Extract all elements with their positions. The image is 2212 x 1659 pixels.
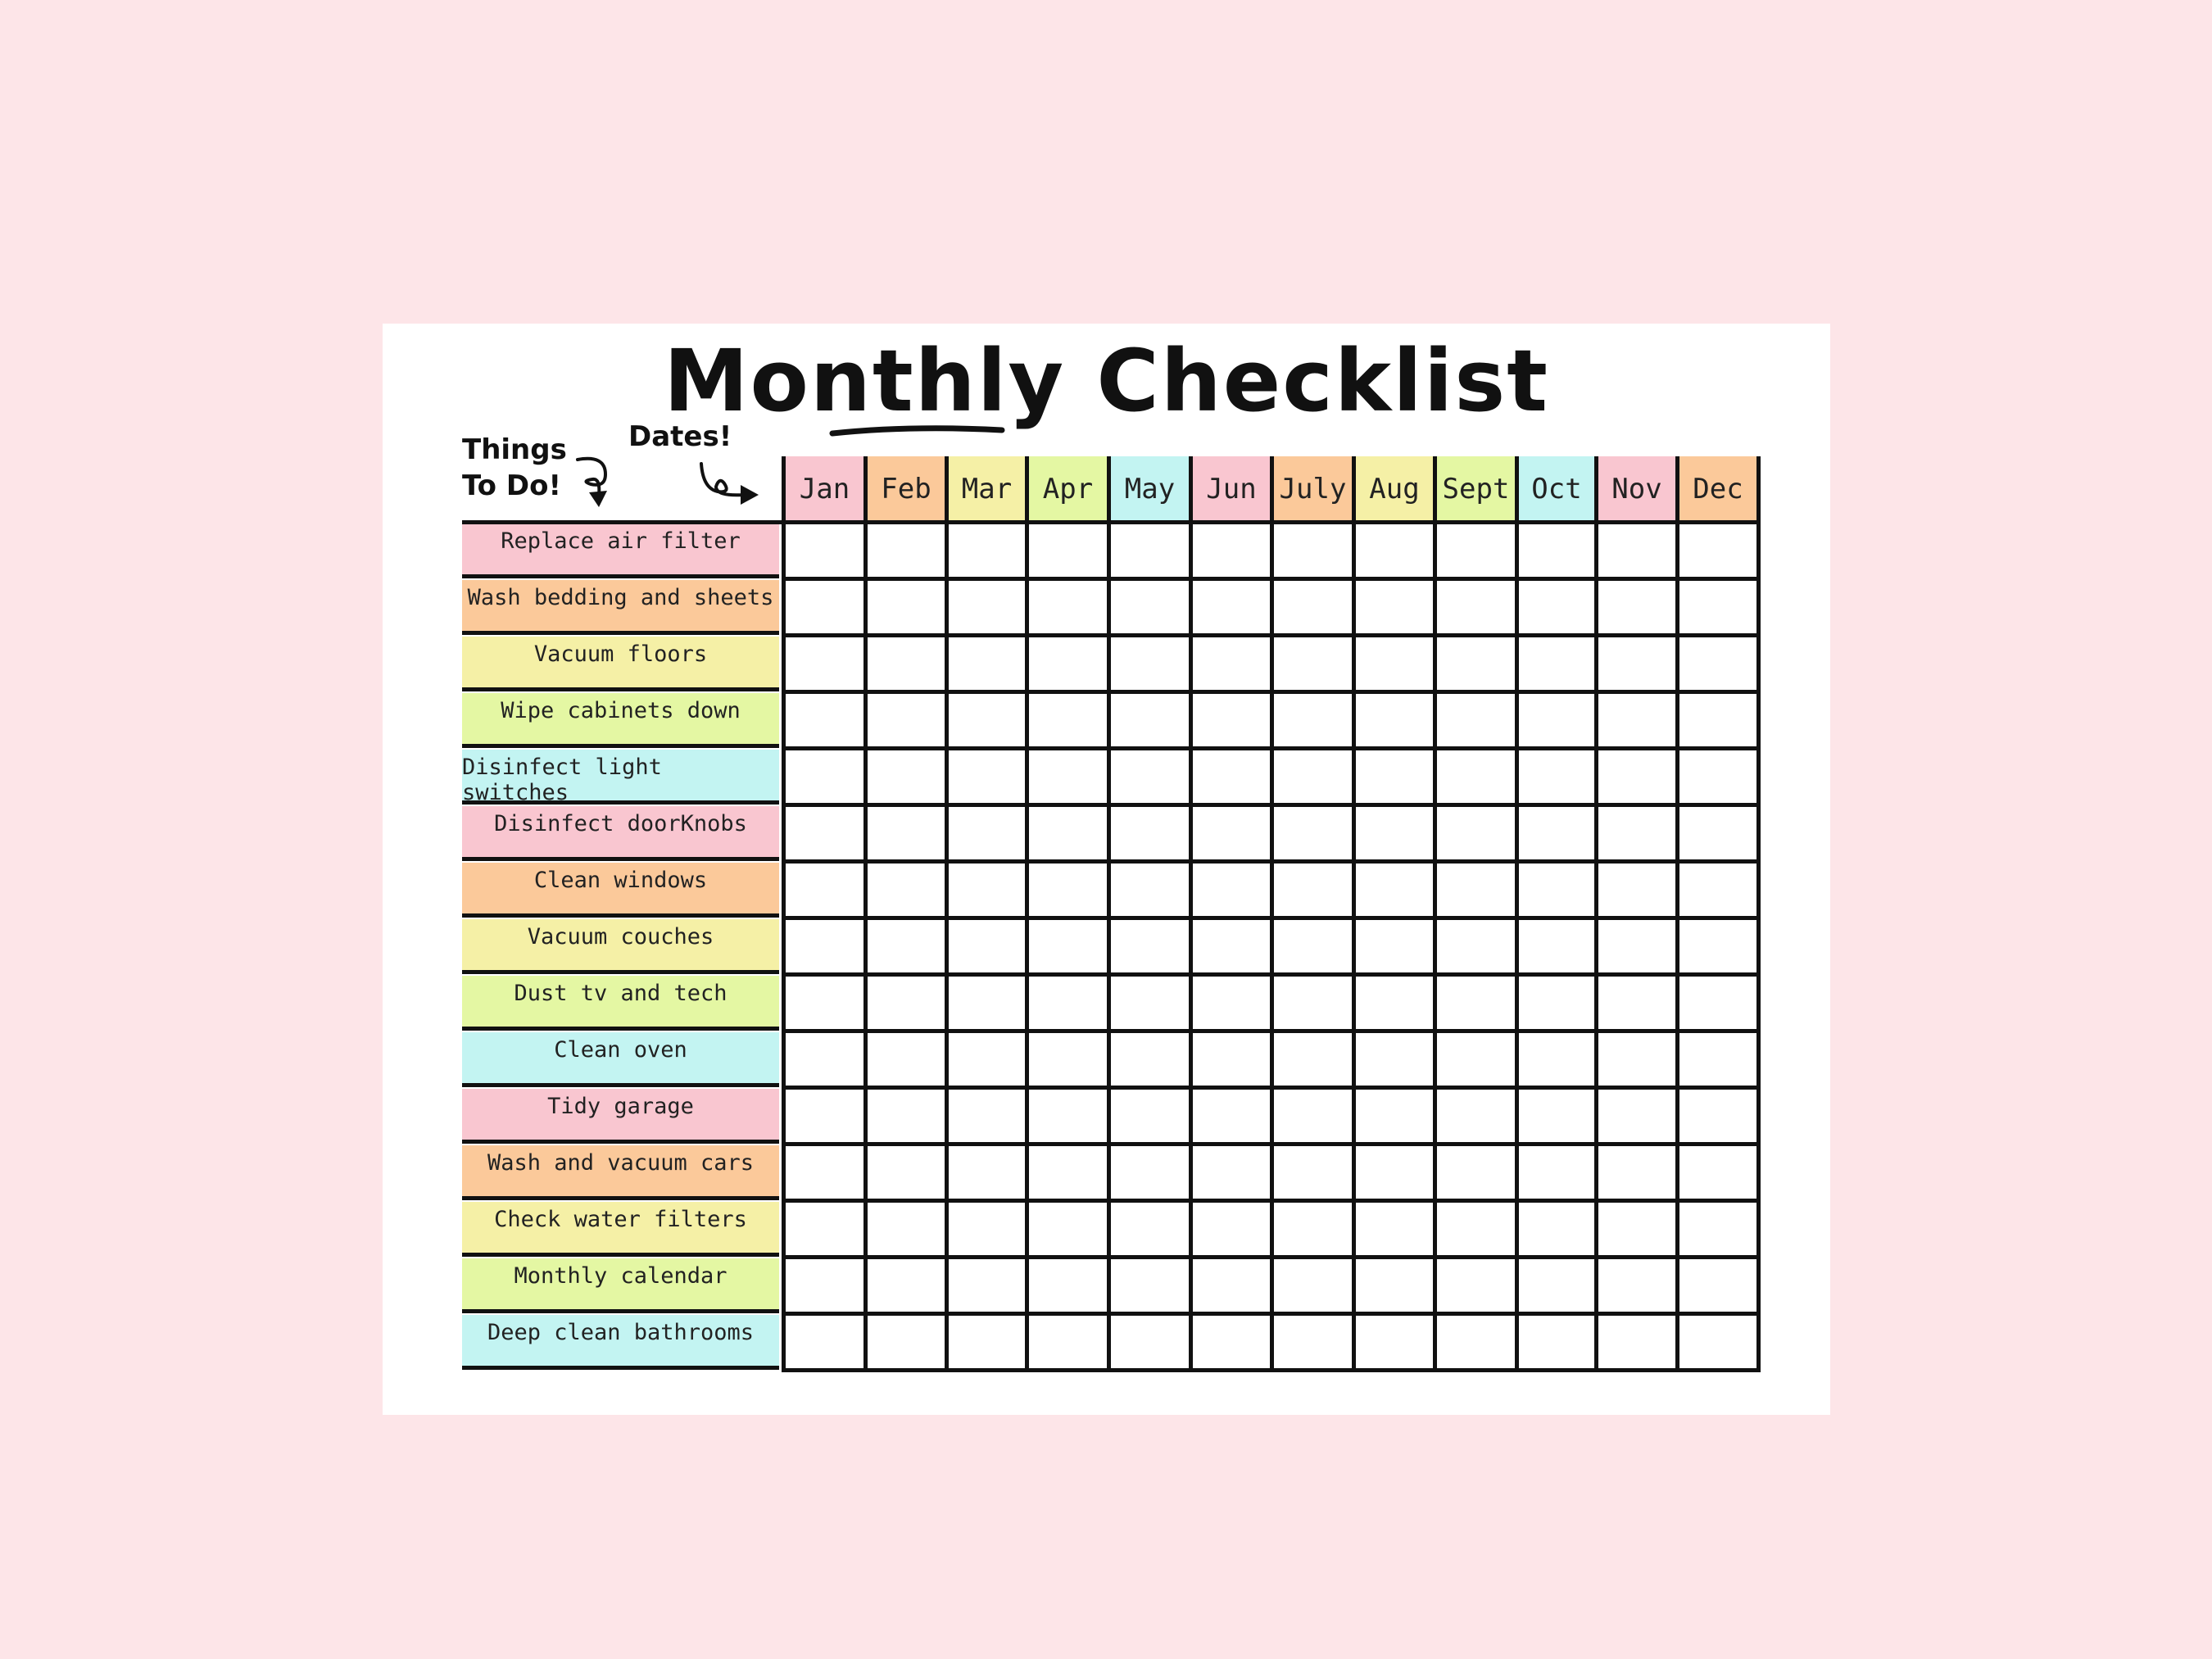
checkbox-cell[interactable] [1679, 639, 1756, 691]
grid-line-horizontal [782, 690, 1761, 694]
checkbox-cell[interactable] [1519, 752, 1594, 805]
checkbox-cell[interactable] [1193, 1204, 1270, 1257]
checkbox-cell[interactable] [1437, 1204, 1515, 1257]
checkbox-cell[interactable] [1029, 922, 1107, 974]
checkbox-cell[interactable] [786, 1261, 863, 1313]
checkbox-cell[interactable] [1679, 1148, 1756, 1200]
checkbox-cell[interactable] [1274, 1204, 1352, 1257]
checkbox-cell[interactable] [1356, 526, 1433, 578]
checkbox-cell[interactable] [1356, 582, 1433, 635]
grid-line-vertical [863, 456, 868, 1372]
checkbox-cell[interactable] [1029, 1035, 1107, 1087]
checkbox-cell[interactable] [786, 1317, 863, 1370]
grid-line-horizontal [782, 1029, 1761, 1033]
task-label: Deep clean bathrooms [462, 1315, 779, 1370]
checkbox-cell[interactable] [1274, 1035, 1352, 1087]
checkbox-cell[interactable] [1679, 696, 1756, 748]
checkbox-cell[interactable] [1029, 1204, 1107, 1257]
checkbox-cell[interactable] [1193, 1091, 1270, 1144]
checkbox-cell[interactable] [1598, 752, 1675, 805]
checkbox-cell[interactable] [1193, 696, 1270, 748]
grid-line-horizontal [782, 1086, 1761, 1090]
checkbox-cell[interactable] [1519, 526, 1594, 578]
grid-line-horizontal [782, 916, 1761, 920]
checkbox-cell[interactable] [868, 639, 945, 691]
checkbox-cell[interactable] [949, 809, 1025, 861]
checkbox-cell[interactable] [1193, 1261, 1270, 1313]
checkbox-cell[interactable] [1274, 1317, 1352, 1370]
grid-line-vertical [1107, 456, 1111, 1372]
checkbox-cell[interactable] [1679, 1035, 1756, 1087]
dates-label: Dates! [628, 420, 732, 453]
checkbox-cell[interactable] [1679, 922, 1756, 974]
checkbox-cell[interactable] [1679, 809, 1756, 861]
grid-line-vertical [1352, 456, 1356, 1372]
task-label: Disinfect doorKnobs [462, 806, 779, 861]
month-header-jun: Jun [1193, 456, 1270, 522]
checkbox-cell[interactable] [1598, 1148, 1675, 1200]
checkbox-cell[interactable] [1274, 865, 1352, 918]
grid-line-vertical [1025, 456, 1029, 1372]
month-header-sept: Sept [1437, 456, 1515, 522]
checkbox-cell[interactable] [1274, 526, 1352, 578]
checkbox-cell[interactable] [1437, 696, 1515, 748]
checkbox-cell[interactable] [1679, 582, 1756, 635]
checkbox-cell[interactable] [868, 1091, 945, 1144]
task-label: Dust tv and tech [462, 976, 779, 1031]
month-header-july: July [1274, 456, 1352, 522]
checkbox-cell[interactable] [1111, 696, 1189, 748]
checkbox-cell[interactable] [868, 696, 945, 748]
checkbox-cell[interactable] [786, 696, 863, 748]
checkbox-cell[interactable] [1679, 752, 1756, 805]
checkbox-cell[interactable] [1193, 752, 1270, 805]
checkbox-cell[interactable] [1029, 526, 1107, 578]
checkbox-cell[interactable] [868, 922, 945, 974]
checkbox-cell[interactable] [949, 696, 1025, 748]
checkbox-cell[interactable] [1274, 809, 1352, 861]
grid-line-vertical [782, 456, 786, 1372]
grid-line-vertical [1675, 456, 1679, 1372]
checkbox-cell[interactable] [868, 526, 945, 578]
checkbox-cell[interactable] [1437, 582, 1515, 635]
grid-line-vertical [1433, 456, 1437, 1372]
checkbox-cell[interactable] [786, 922, 863, 974]
things-to-do-label: Things To Do! [462, 433, 567, 502]
checkbox-cell[interactable] [1356, 809, 1433, 861]
checkbox-cell[interactable] [786, 978, 863, 1031]
checkbox-cell[interactable] [1356, 1035, 1433, 1087]
checkbox-cell[interactable] [1437, 639, 1515, 691]
grid-line-horizontal [782, 577, 1761, 581]
checkbox-cell[interactable] [1519, 865, 1594, 918]
checkbox-cell[interactable] [1356, 696, 1433, 748]
checkbox-cell[interactable] [1356, 639, 1433, 691]
checkbox-cell[interactable] [1679, 978, 1756, 1031]
checkbox-cell[interactable] [1029, 1317, 1107, 1370]
checkbox-cell[interactable] [1193, 922, 1270, 974]
checkbox-cell[interactable] [868, 865, 945, 918]
task-label: Check water filters [462, 1202, 779, 1257]
grid-line-vertical [1756, 456, 1761, 1372]
checkbox-cell[interactable] [1598, 639, 1675, 691]
checkbox-cell[interactable] [1274, 752, 1352, 805]
checkbox-cell[interactable] [1274, 1261, 1352, 1313]
grid-line-horizontal [782, 746, 1761, 750]
checkbox-cell[interactable] [1679, 1261, 1756, 1313]
checkbox-cell[interactable] [1519, 1261, 1594, 1313]
checkbox-cell[interactable] [1274, 1148, 1352, 1200]
checkbox-cell[interactable] [1193, 1317, 1270, 1370]
grid-line-horizontal [782, 859, 1761, 863]
checkbox-cell[interactable] [868, 1204, 945, 1257]
checkbox-cell[interactable] [786, 639, 863, 691]
grid-line-horizontal [782, 1255, 1761, 1259]
month-header-oct: Oct [1519, 456, 1594, 522]
checkbox-cell[interactable] [1111, 1035, 1189, 1087]
grid-line-vertical [945, 456, 949, 1372]
grid-line-horizontal [782, 1312, 1761, 1316]
checkbox-cell[interactable] [1519, 1091, 1594, 1144]
checkbox-cell[interactable] [868, 978, 945, 1031]
checkbox-cell[interactable] [1519, 1317, 1594, 1370]
checkbox-cell[interactable] [1437, 752, 1515, 805]
title-underline [829, 419, 1005, 443]
checkbox-cell[interactable] [1519, 582, 1594, 635]
checkbox-cell[interactable] [1029, 809, 1107, 861]
month-header-nov: Nov [1598, 456, 1675, 522]
checkbox-cell[interactable] [868, 809, 945, 861]
checkbox-cell[interactable] [1111, 809, 1189, 861]
checkbox-cell[interactable] [1029, 1091, 1107, 1144]
month-header-jan: Jan [786, 456, 863, 522]
checkbox-cell[interactable] [1029, 978, 1107, 1031]
checkbox-cell[interactable] [949, 1261, 1025, 1313]
checkbox-cell[interactable] [868, 1148, 945, 1200]
checkbox-cell[interactable] [1598, 978, 1675, 1031]
checkbox-cell[interactable] [1111, 1317, 1189, 1370]
checkbox-cell[interactable] [1274, 639, 1352, 691]
checkbox-cell[interactable] [1029, 639, 1107, 691]
checkbox-cell[interactable] [949, 582, 1025, 635]
checkbox-cell[interactable] [1029, 696, 1107, 748]
grid-line-horizontal [782, 633, 1761, 637]
checkbox-cell[interactable] [1274, 696, 1352, 748]
checkbox-cell[interactable] [1437, 922, 1515, 974]
checkbox-cell[interactable] [949, 922, 1025, 974]
checkbox-cell[interactable] [1679, 1204, 1756, 1257]
grid-line-horizontal [782, 803, 1761, 807]
checkbox-cell[interactable] [1519, 922, 1594, 974]
checkbox-cell[interactable] [1437, 526, 1515, 578]
checkbox-cell[interactable] [1111, 639, 1189, 691]
month-header-may: May [1111, 456, 1189, 522]
checkbox-cell[interactable] [868, 1035, 945, 1087]
checkbox-cell[interactable] [1598, 1317, 1675, 1370]
checkbox-cell[interactable] [949, 1035, 1025, 1087]
task-label: Clean windows [462, 863, 779, 918]
checkbox-cell[interactable] [868, 1317, 945, 1370]
checkbox-cell[interactable] [949, 526, 1025, 578]
checkbox-cell[interactable] [1029, 1261, 1107, 1313]
checkbox-cell[interactable] [1356, 752, 1433, 805]
task-label: Wipe cabinets down [462, 693, 779, 748]
checkbox-cell[interactable] [868, 1261, 945, 1313]
checkbox-cell[interactable] [1193, 1035, 1270, 1087]
checkbox-cell[interactable] [1598, 865, 1675, 918]
checkbox-cell[interactable] [1519, 639, 1594, 691]
checkbox-cell[interactable] [949, 1148, 1025, 1200]
checkbox-cell[interactable] [1598, 1204, 1675, 1257]
checkbox-cell[interactable] [1274, 582, 1352, 635]
checkbox-cell[interactable] [1519, 696, 1594, 748]
checkbox-cell[interactable] [1598, 1261, 1675, 1313]
checkbox-cell[interactable] [949, 978, 1025, 1031]
checkbox-cell[interactable] [1437, 1035, 1515, 1087]
checkbox-cell[interactable] [1193, 1148, 1270, 1200]
grid-line-vertical [1189, 456, 1193, 1372]
checkbox-cell[interactable] [1356, 1091, 1433, 1144]
checkbox-cell[interactable] [1679, 526, 1756, 578]
checkbox-cell[interactable] [1111, 1091, 1189, 1144]
checkbox-cell[interactable] [1111, 1148, 1189, 1200]
checkbox-cell[interactable] [1029, 752, 1107, 805]
task-label: Replace air filter [462, 524, 779, 578]
checkbox-cell[interactable] [1356, 1204, 1433, 1257]
checkbox-cell[interactable] [786, 865, 863, 918]
grid-line-horizontal [782, 1199, 1761, 1203]
checkbox-cell[interactable] [1356, 922, 1433, 974]
curved-arrow-down-icon [573, 453, 619, 510]
grid-line-vertical [1270, 456, 1274, 1372]
checkbox-cell[interactable] [1274, 1091, 1352, 1144]
checkbox-cell[interactable] [1029, 865, 1107, 918]
checkbox-cell[interactable] [949, 1091, 1025, 1144]
checkbox-cell[interactable] [868, 582, 945, 635]
checkbox-cell[interactable] [1598, 1035, 1675, 1087]
checkbox-cell[interactable] [1437, 865, 1515, 918]
checkbox-cell[interactable] [1193, 865, 1270, 918]
checkbox-cell[interactable] [1598, 526, 1675, 578]
month-header-feb: Feb [868, 456, 945, 522]
task-label: Clean oven [462, 1032, 779, 1087]
grid-line-horizontal [782, 1368, 1761, 1372]
checkbox-cell[interactable] [1598, 582, 1675, 635]
checkbox-cell[interactable] [786, 582, 863, 635]
checkbox-cell[interactable] [1519, 978, 1594, 1031]
checkbox-cell[interactable] [1356, 978, 1433, 1031]
checkbox-cell[interactable] [786, 1148, 863, 1200]
task-column-top-line [462, 520, 782, 524]
checkbox-cell[interactable] [949, 752, 1025, 805]
checkbox-cell[interactable] [1437, 809, 1515, 861]
checkbox-cell[interactable] [1111, 978, 1189, 1031]
checkbox-cell[interactable] [1437, 1261, 1515, 1313]
task-label: Tidy garage [462, 1089, 779, 1144]
checkbox-cell[interactable] [1274, 922, 1352, 974]
checkbox-cell[interactable] [1193, 639, 1270, 691]
checkbox-cell[interactable] [1519, 1148, 1594, 1200]
checkbox-cell[interactable] [786, 809, 863, 861]
checkbox-cell[interactable] [1598, 1091, 1675, 1144]
checkbox-cell[interactable] [1274, 978, 1352, 1031]
checkbox-cell[interactable] [1356, 1148, 1433, 1200]
month-header-aug: Aug [1356, 456, 1433, 522]
checklist-sheet [383, 324, 1830, 1415]
task-label: Vacuum couches [462, 919, 779, 974]
page-title: Monthly Checklist [663, 331, 1549, 431]
checkbox-cell[interactable] [1437, 978, 1515, 1031]
checkbox-cell[interactable] [1111, 865, 1189, 918]
checkbox-cell[interactable] [786, 1091, 863, 1144]
checkbox-cell[interactable] [949, 1204, 1025, 1257]
checkbox-cell[interactable] [1356, 1261, 1433, 1313]
checkbox-cell[interactable] [949, 639, 1025, 691]
checkbox-cell[interactable] [1598, 809, 1675, 861]
checkbox-cell[interactable] [1679, 865, 1756, 918]
checkbox-cell[interactable] [1029, 582, 1107, 635]
checkbox-cell[interactable] [1519, 1204, 1594, 1257]
checkbox-cell[interactable] [1356, 1317, 1433, 1370]
task-label: Monthly calendar [462, 1258, 779, 1313]
checkbox-cell[interactable] [1598, 922, 1675, 974]
checkbox-cell[interactable] [1029, 1148, 1107, 1200]
checkbox-cell[interactable] [1598, 696, 1675, 748]
checkbox-cell[interactable] [1679, 1317, 1756, 1370]
grid-line-vertical [1594, 456, 1598, 1372]
checkbox-cell[interactable] [1193, 809, 1270, 861]
task-label: Wash bedding and sheets [462, 580, 779, 635]
checkbox-cell[interactable] [1111, 582, 1189, 635]
grid-line-horizontal [782, 1142, 1761, 1146]
checkbox-cell[interactable] [868, 752, 945, 805]
task-label: Wash and vacuum cars [462, 1145, 779, 1200]
checkbox-cell[interactable] [786, 752, 863, 805]
checkbox-cell[interactable] [1519, 809, 1594, 861]
checkbox-cell[interactable] [949, 865, 1025, 918]
grid-line-horizontal [782, 520, 1761, 524]
checkbox-cell[interactable] [1193, 582, 1270, 635]
checkbox-cell[interactable] [1519, 1035, 1594, 1087]
checkbox-cell[interactable] [786, 526, 863, 578]
checkbox-cell[interactable] [1437, 1148, 1515, 1200]
checkbox-cell[interactable] [786, 1035, 863, 1087]
checkbox-cell[interactable] [1111, 1204, 1189, 1257]
grid-line-vertical [1515, 456, 1519, 1372]
curved-arrow-right-icon [698, 459, 764, 508]
checkbox-cell[interactable] [1193, 526, 1270, 578]
checkbox-cell[interactable] [786, 1204, 863, 1257]
task-label: Vacuum floors [462, 637, 779, 691]
checkbox-cell[interactable] [1356, 865, 1433, 918]
month-header-mar: Mar [949, 456, 1025, 522]
month-header-dec: Dec [1679, 456, 1756, 522]
checkbox-cell[interactable] [1437, 1091, 1515, 1144]
checkbox-cell[interactable] [1111, 526, 1189, 578]
checkbox-cell[interactable] [1111, 1261, 1189, 1313]
checkbox-cell[interactable] [1111, 922, 1189, 974]
grid-line-horizontal [782, 972, 1761, 977]
checkbox-cell[interactable] [1679, 1091, 1756, 1144]
task-label: Disinfect light switches [462, 750, 779, 805]
checkbox-cell[interactable] [1437, 1317, 1515, 1370]
checkbox-cell[interactable] [1193, 978, 1270, 1031]
checkbox-cell[interactable] [949, 1317, 1025, 1370]
month-header-apr: Apr [1029, 456, 1107, 522]
checkbox-cell[interactable] [1111, 752, 1189, 805]
